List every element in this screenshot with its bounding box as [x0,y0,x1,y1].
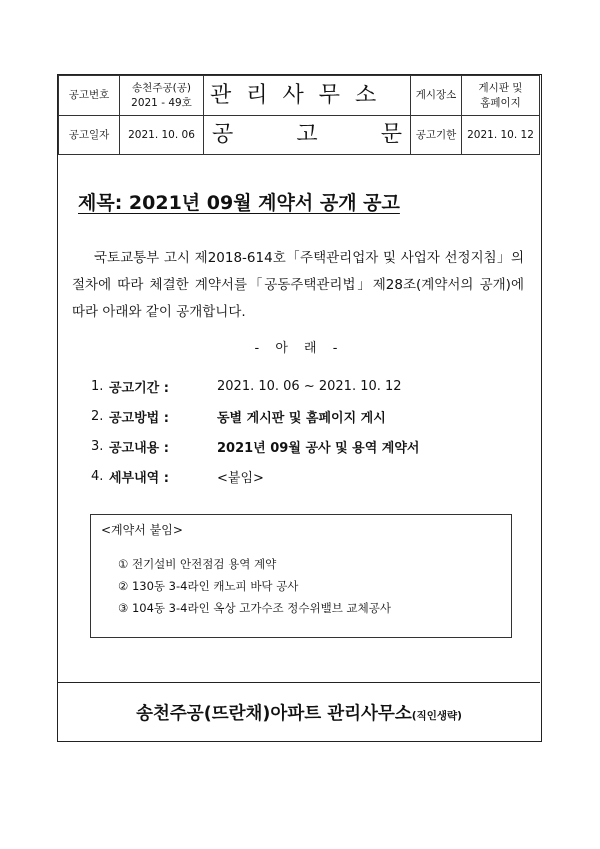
item-number: 3. [91,438,104,454]
notice-word [204,116,411,155]
notice-no-line1: 송천주공(공) [132,82,191,95]
notice-no-value [120,76,204,116]
detail-item-method [91,401,419,431]
footer-office-name: 송천주공(뜨란채)아파트 관리사무소 [136,704,412,724]
detail-item-content [91,431,419,461]
deadline-value: 2021. 10. 12 [462,116,540,155]
notice-no-line2: 2021 - 49호 [131,96,192,109]
detail-item-period [91,371,419,401]
item-number: 4. [91,468,104,484]
notice-char-1: 공 [212,122,234,148]
deadline-label: 공고기한 [411,116,462,155]
attachment-list [118,553,391,619]
posting-place-line2: 홈페이지 [480,96,521,109]
item-value: <붙임> [217,470,264,486]
office-title: 관 리 사 무 소 [204,76,411,116]
item-value: 동별 게시판 및 홈페이지 게시 [217,410,386,426]
section-label: - 아 래 - [254,341,344,356]
body-paragraph: 국토교통부 고시 제2018-614호「주택관리업자 및 사업자 선정지침」의 절차에 따라 체결한 계약서를「공동주택관리법」제28조(계약서의 공개)에 따라 아래와 같이 공개합니다. [72,250,524,320]
posting-place-value [462,76,540,116]
item-label: 세부내역 : [109,470,169,486]
footer-divider [58,682,540,683]
item-number: 1. [91,378,104,394]
notice-date-label: 공고일자 [59,116,120,155]
notice-no-label: 공고번호 [59,76,120,116]
attachment-entry: ③ 104동 3-4라인 옥상 고가수조 정수위밸브 교체공사 [118,601,391,615]
posting-place-line1: 게시판 및 [478,82,523,95]
item-label: 공고기간 : [109,380,169,396]
detail-item-breakdown [91,461,419,491]
item-label: 공고내용 : [109,440,169,456]
posting-place-label: 게시장소 [411,76,462,116]
details-list [91,371,419,491]
footer-seal-note: (직인생략) [411,710,462,722]
item-value: 2021년 09월 공사 및 용역 계약서 [217,440,420,456]
attachment-entry: ② 130동 3-4라인 캐노피 바닥 공사 [118,579,299,593]
attachment-entry: ① 전기설비 안전점검 용역 계약 [118,557,277,571]
item-label: 공고방법 : [109,410,169,426]
notice-document [57,74,542,742]
notice-char-3: 문 [380,122,402,148]
item-number: 2. [91,408,104,424]
item-value: 2021. 10. 06 ~ 2021. 10. 12 [217,378,402,394]
notice-date-value: 2021. 10. 06 [120,116,204,155]
attachment-box [90,514,512,638]
page-title: 제목: 2021년 09월 계약서 공개 공고 [78,192,400,214]
header-table [58,75,540,155]
attachment-title: <계약서 붙임> [101,523,183,537]
footer-signature [58,700,540,725]
notice-char-2: 고 [296,122,318,148]
